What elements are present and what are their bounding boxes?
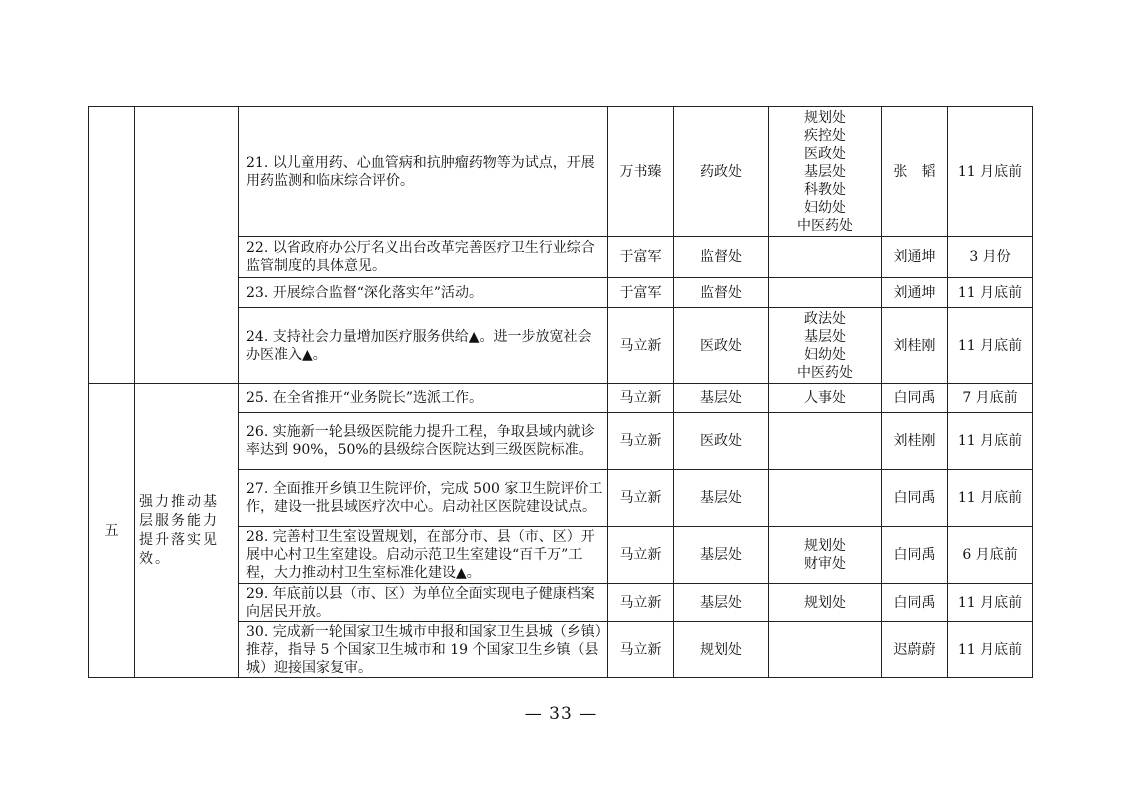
task-table [88,106,1033,678]
task-cell: 24. 支持社会力量增加医疗服务供给▲。进一步放宽社会办医准入▲。 [239,308,608,384]
leader-cell: 马立新 [608,527,674,584]
leader-cell: 于富军 [608,237,674,278]
deadline-cell: 11 月底前 [948,622,1033,678]
task-cell: 30. 完成新一轮国家卫生城市申报和国家卫生县城（乡镇）推荐，指导 5 个国家卫生城市和 19 个国家卫生乡镇（县城）迎接国家复审。 [239,622,608,678]
page-number: — 33 — [524,704,598,724]
task-cell: 23. 开展综合监督“深化落实年”活动。 [239,278,608,308]
lead-dept-cell: 规划处 [674,622,769,678]
coop-dept: 科教处 [804,181,846,198]
responsible-cell: 刘桂刚 [882,413,948,470]
coop-dept-cell: 规划处 [769,584,882,622]
leader-cell: 于富军 [608,278,674,308]
coop-dept-cell [769,107,882,237]
coop-dept: 中医药处 [797,217,853,234]
deadline-cell: 11 月底前 [948,584,1033,622]
deadline-cell: 7 月底前 [948,384,1033,413]
coop-dept-cell [769,413,882,470]
deadline-cell: 11 月底前 [948,107,1033,237]
lead-dept-cell: 基层处 [674,470,769,527]
section-number-cell-prev [89,107,135,384]
responsible-cell: 刘通坤 [882,237,948,278]
leader-cell: 马立新 [608,413,674,470]
responsible-cell: 白同禹 [882,384,948,413]
coop-dept: 医政处 [804,145,846,162]
lead-dept-cell: 基层处 [674,384,769,413]
leader-cell: 马立新 [608,622,674,678]
table-row [89,384,1033,413]
leader-cell: 马立新 [608,470,674,527]
coop-dept-cell: 人事处 [769,384,882,413]
responsible-cell: 白同禹 [882,527,948,584]
lead-dept-cell: 基层处 [674,527,769,584]
coop-dept: 财审处 [804,556,846,572]
leader-cell: 万书臻 [608,107,674,237]
lead-dept-cell: 医政处 [674,308,769,384]
coop-dept: 规划处 [804,109,846,126]
responsible-cell: 刘通坤 [882,278,948,308]
coop-dept: 中医药处 [797,364,853,381]
lead-dept-cell: 监督处 [674,237,769,278]
task-cell: 26. 实施新一轮县级医院能力提升工程，争取县域内就诊率达到 90%，50%的县级综合医院达到三级医院标准。 [239,413,608,470]
task-cell: 25. 在全省推开“业务院长”选派工作。 [239,384,608,413]
deadline-cell: 11 月底前 [948,308,1033,384]
task-cell: 21. 以儿童用药、心血管病和抗肿瘤药物等为试点，开展用药监测和临床综合评价。 [239,107,608,237]
leader-cell: 马立新 [608,384,674,413]
section-number-cell: 五 [89,384,135,678]
task-cell: 27. 全面推开乡镇卫生院评价，完成 500 家卫生院评价工作，建设一批县域医疗次中心。启动社区医院建设试点。 [239,470,608,527]
section-name-cell-prev [135,107,239,384]
responsible-cell: 刘桂刚 [882,308,948,384]
coop-dept-cell [769,308,882,384]
responsible-cell: 迟蔚蔚 [882,622,948,678]
section-name-cell: 强力推动基层服务能力提升落实见效。 [135,384,239,678]
coop-dept-cell [769,622,882,678]
responsible-cell: 张 韬 [882,107,948,237]
coop-dept-cell [769,470,882,527]
deadline-cell: 11 月底前 [948,278,1033,308]
task-cell: 22. 以省政府办公厅名义出台改革完善医疗卫生行业综合监管制度的具体意见。 [239,237,608,278]
deadline-cell: 3 月份 [948,237,1033,278]
leader-cell: 马立新 [608,308,674,384]
responsible-cell: 白同禹 [882,470,948,527]
coop-dept-cell [769,527,882,584]
responsible-cell: 白同禹 [882,584,948,622]
lead-dept-cell: 监督处 [674,278,769,308]
lead-dept-cell: 医政处 [674,413,769,470]
coop-dept: 妇幼处 [804,346,846,363]
task-cell: 29. 年底前以县（市、区）为单位全面实现电子健康档案向居民开放。 [239,584,608,622]
coop-dept: 妇幼处 [804,199,846,216]
lead-dept-cell: 药政处 [674,107,769,237]
deadline-cell: 6 月底前 [948,527,1033,584]
deadline-cell: 11 月底前 [948,470,1033,527]
coop-dept: 规划处 [804,538,846,554]
coop-dept: 政法处 [804,310,846,327]
coop-dept: 基层处 [804,163,846,180]
coop-dept: 疾控处 [804,127,846,144]
task-cell: 28. 完善村卫生室设置规划，在部分市、县（市、区）开展中心村卫生室建设。启动示范卫生室建设“百千万”工程，大力推动村卫生室标准化建设▲。 [239,527,608,584]
table-row [89,107,1033,237]
coop-dept-cell [769,278,882,308]
lead-dept-cell: 基层处 [674,584,769,622]
deadline-cell: 11 月底前 [948,413,1033,470]
coop-dept: 基层处 [804,328,846,345]
coop-dept-cell [769,237,882,278]
leader-cell: 马立新 [608,584,674,622]
